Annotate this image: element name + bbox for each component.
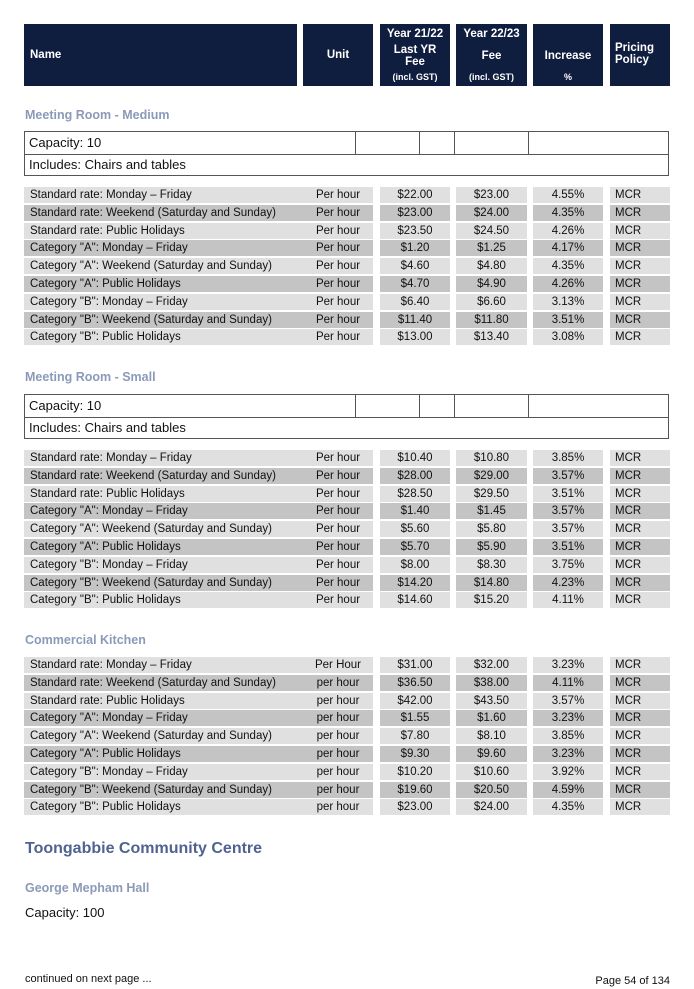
row-unit: Per hour [303, 187, 373, 203]
table-row [24, 329, 670, 345]
divider [454, 132, 455, 154]
row-increase: 3.23% [533, 746, 603, 762]
row-fee: $20.50 [456, 782, 527, 798]
hall-title: George Mepham Hall [25, 881, 150, 895]
row-pricing-policy: MCR [610, 223, 670, 239]
table-row [24, 799, 670, 815]
row-fee: $10.80 [456, 450, 527, 466]
table-row [24, 575, 670, 591]
row-increase: 3.51% [533, 539, 603, 555]
table-row [24, 782, 670, 798]
row-fee: $1.25 [456, 240, 527, 256]
row-unit: Per hour [303, 575, 373, 591]
row-pricing-policy: MCR [610, 503, 670, 519]
row-last-year-fee: $28.00 [380, 468, 450, 484]
table-row [24, 764, 670, 780]
row-pricing-policy: MCR [610, 294, 670, 310]
header-policy-line2: Policy [615, 54, 649, 66]
table-row [24, 187, 670, 203]
row-fee: $8.30 [456, 557, 527, 573]
row-last-year-fee: $1.40 [380, 503, 450, 519]
row-name: Category "B": Monday – Friday [24, 764, 303, 780]
row-name: Category "B": Public Holidays [24, 592, 303, 608]
row-name: Category "B": Public Holidays [24, 329, 303, 345]
row-unit: Per hour [303, 223, 373, 239]
row-fee: $1.45 [456, 503, 527, 519]
row-last-year-fee: $7.80 [380, 728, 450, 744]
row-pricing-policy: MCR [610, 187, 670, 203]
row-pricing-policy: MCR [610, 592, 670, 608]
row-name: Category "B": Public Holidays [24, 799, 303, 815]
row-last-year-fee: $5.60 [380, 521, 450, 537]
hall-capacity: Capacity: 100 [25, 905, 105, 920]
row-last-year-fee: $14.60 [380, 592, 450, 608]
header-fee-line2: Fee [481, 50, 502, 62]
row-pricing-policy: MCR [610, 693, 670, 709]
row-last-year-fee: $14.20 [380, 575, 450, 591]
row-pricing-policy: MCR [610, 450, 670, 466]
row-pricing-policy: MCR [610, 276, 670, 292]
divider [355, 132, 356, 154]
centre-title: Toongabbie Community Centre [25, 840, 263, 857]
row-increase: 4.11% [533, 675, 603, 691]
row-pricing-policy: MCR [610, 764, 670, 780]
includes-label: Includes: Chairs and tables [29, 157, 186, 172]
row-increase: 3.57% [533, 468, 603, 484]
table-row [24, 657, 670, 673]
row-name: Standard rate: Weekend (Saturday and Sunday) [24, 468, 303, 484]
row-fee: $29.00 [456, 468, 527, 484]
section-title: Meeting Room - Small [25, 370, 156, 384]
table-row [24, 468, 670, 484]
row-increase: 3.23% [533, 710, 603, 726]
table-row [24, 521, 670, 537]
row-name: Standard rate: Monday – Friday [24, 657, 303, 673]
row-pricing-policy: MCR [610, 312, 670, 328]
row-fee: $13.40 [456, 329, 527, 345]
section-title: Meeting Room - Medium [25, 108, 170, 122]
row-unit: Per hour [303, 503, 373, 519]
row-pricing-policy: MCR [610, 657, 670, 673]
row-name: Category "A": Monday – Friday [24, 240, 303, 256]
row-unit: per hour [303, 728, 373, 744]
row-last-year-fee: $28.50 [380, 486, 450, 502]
row-increase: 3.23% [533, 657, 603, 673]
divider [528, 395, 529, 417]
header-last-year-note: (incl. GST) [392, 72, 438, 82]
table-row [24, 240, 670, 256]
row-fee: $14.80 [456, 575, 527, 591]
header-fee-line1: Year 22/23 [463, 28, 520, 40]
row-increase: 3.13% [533, 294, 603, 310]
row-fee: $8.10 [456, 728, 527, 744]
table-row [24, 592, 670, 608]
row-increase: 4.55% [533, 187, 603, 203]
row-pricing-policy: MCR [610, 468, 670, 484]
row-fee: $29.50 [456, 486, 527, 502]
row-unit: Per hour [303, 539, 373, 555]
row-last-year-fee: $42.00 [380, 693, 450, 709]
row-increase: 4.35% [533, 205, 603, 221]
row-increase: 4.26% [533, 223, 603, 239]
row-fee: $4.80 [456, 258, 527, 274]
row-name: Standard rate: Public Holidays [24, 486, 303, 502]
divider [528, 132, 529, 154]
header-increase-line2: % [563, 72, 572, 82]
row-fee: $11.80 [456, 312, 527, 328]
row-name: Category "B": Weekend (Saturday and Sunday) [24, 312, 303, 328]
row-name: Category "A": Public Holidays [24, 276, 303, 292]
table-row [24, 557, 670, 573]
row-unit: per hour [303, 782, 373, 798]
table-row [24, 205, 670, 221]
divider [419, 132, 420, 154]
row-pricing-policy: MCR [610, 675, 670, 691]
row-unit: Per hour [303, 294, 373, 310]
row-last-year-fee: $4.60 [380, 258, 450, 274]
row-unit: per hour [303, 675, 373, 691]
row-fee: $24.00 [456, 205, 527, 221]
row-fee: $32.00 [456, 657, 527, 673]
row-last-year-fee: $8.00 [380, 557, 450, 573]
row-fee: $23.00 [456, 187, 527, 203]
row-pricing-policy: MCR [610, 746, 670, 762]
capacity-label: Capacity: 10 [29, 135, 102, 150]
row-unit: Per hour [303, 240, 373, 256]
header-name-cell [24, 24, 297, 86]
row-unit: Per hour [303, 592, 373, 608]
header-last-year-line2: Last YR [393, 44, 437, 56]
table-row [24, 539, 670, 555]
row-last-year-fee: $1.55 [380, 710, 450, 726]
row-increase: 3.75% [533, 557, 603, 573]
capacity-box [24, 394, 669, 439]
row-fee: $1.60 [456, 710, 527, 726]
section-title: Commercial Kitchen [25, 633, 146, 647]
row-pricing-policy: MCR [610, 329, 670, 345]
table-row [24, 693, 670, 709]
row-name: Standard rate: Public Holidays [24, 693, 303, 709]
row-fee: $5.90 [456, 539, 527, 555]
row-increase: 3.51% [533, 486, 603, 502]
row-pricing-policy: MCR [610, 557, 670, 573]
row-name: Standard rate: Monday – Friday [24, 450, 303, 466]
row-pricing-policy: MCR [610, 521, 670, 537]
row-increase: 3.51% [533, 312, 603, 328]
row-fee: $6.60 [456, 294, 527, 310]
row-pricing-policy: MCR [610, 205, 670, 221]
header-fee-cell [456, 24, 527, 86]
row-increase: 4.35% [533, 799, 603, 815]
row-fee: $4.90 [456, 276, 527, 292]
row-pricing-policy: MCR [610, 240, 670, 256]
row-increase: 3.85% [533, 450, 603, 466]
row-last-year-fee: $6.40 [380, 294, 450, 310]
divider [454, 395, 455, 417]
row-fee: $24.50 [456, 223, 527, 239]
row-pricing-policy: MCR [610, 258, 670, 274]
row-name: Category "B": Monday – Friday [24, 557, 303, 573]
includes-label: Includes: Chairs and tables [29, 420, 186, 435]
row-fee: $9.60 [456, 746, 527, 762]
row-last-year-fee: $23.00 [380, 799, 450, 815]
row-increase: 4.35% [533, 258, 603, 274]
row-increase: 3.85% [533, 728, 603, 744]
row-unit: per hour [303, 764, 373, 780]
capacity-box [24, 131, 669, 176]
row-increase: 3.57% [533, 693, 603, 709]
row-fee: $15.20 [456, 592, 527, 608]
row-fee: $10.60 [456, 764, 527, 780]
header-increase-line1: Increase [544, 50, 592, 62]
row-increase: 3.57% [533, 521, 603, 537]
row-last-year-fee: $23.00 [380, 205, 450, 221]
row-unit: per hour [303, 710, 373, 726]
row-name: Standard rate: Monday – Friday [24, 187, 303, 203]
table-row [24, 486, 670, 502]
row-unit: per hour [303, 799, 373, 815]
row-name: Category "B": Weekend (Saturday and Sunday) [24, 782, 303, 798]
row-unit: Per hour [303, 450, 373, 466]
row-name: Standard rate: Weekend (Saturday and Sunday) [24, 675, 303, 691]
row-increase: 3.57% [533, 503, 603, 519]
row-unit: Per hour [303, 205, 373, 221]
row-pricing-policy: MCR [610, 799, 670, 815]
row-increase: 4.17% [533, 240, 603, 256]
header-name: Name [30, 49, 62, 61]
header-last-year-line3: Fee [405, 56, 425, 68]
row-fee: $43.50 [456, 693, 527, 709]
row-pricing-policy: MCR [610, 782, 670, 798]
row-last-year-fee: $1.20 [380, 240, 450, 256]
row-unit: Per Hour [303, 657, 373, 673]
table-row [24, 312, 670, 328]
page-number: Page 54 of 134 [595, 975, 670, 987]
header-unit: Unit [326, 49, 350, 61]
table-row [24, 728, 670, 744]
continued-note: continued on next page ... [25, 973, 152, 985]
row-fee: $38.00 [456, 675, 527, 691]
row-pricing-policy: MCR [610, 539, 670, 555]
row-last-year-fee: $10.20 [380, 764, 450, 780]
row-last-year-fee: $31.00 [380, 657, 450, 673]
capacity-label: Capacity: 10 [29, 398, 102, 413]
table-row [24, 746, 670, 762]
row-unit: Per hour [303, 329, 373, 345]
row-unit: Per hour [303, 258, 373, 274]
row-increase: 4.26% [533, 276, 603, 292]
row-last-year-fee: $23.50 [380, 223, 450, 239]
row-name: Category "A": Weekend (Saturday and Sunday) [24, 521, 303, 537]
row-increase: 4.11% [533, 592, 603, 608]
row-unit: Per hour [303, 276, 373, 292]
table-row [24, 503, 670, 519]
row-name: Category "A": Weekend (Saturday and Sunday) [24, 728, 303, 744]
row-name: Standard rate: Weekend (Saturday and Sunday) [24, 205, 303, 221]
header-policy-cell [610, 24, 670, 86]
row-last-year-fee: $9.30 [380, 746, 450, 762]
table-row [24, 450, 670, 466]
row-last-year-fee: $19.60 [380, 782, 450, 798]
table-row [24, 294, 670, 310]
row-name: Category "A": Public Holidays [24, 746, 303, 762]
row-name: Category "A": Public Holidays [24, 539, 303, 555]
row-name: Category "A": Monday – Friday [24, 503, 303, 519]
row-unit: Per hour [303, 486, 373, 502]
row-pricing-policy: MCR [610, 710, 670, 726]
row-pricing-policy: MCR [610, 486, 670, 502]
row-increase: 3.08% [533, 329, 603, 345]
row-last-year-fee: $5.70 [380, 539, 450, 555]
row-name: Standard rate: Public Holidays [24, 223, 303, 239]
header-last-year-cell [380, 24, 450, 86]
table-row [24, 258, 670, 274]
row-pricing-policy: MCR [610, 575, 670, 591]
row-name: Category "B": Monday – Friday [24, 294, 303, 310]
row-fee: $24.00 [456, 799, 527, 815]
header-increase-cell [533, 24, 603, 86]
table-row [24, 223, 670, 239]
table-row [24, 710, 670, 726]
row-fee: $5.80 [456, 521, 527, 537]
row-last-year-fee: $36.50 [380, 675, 450, 691]
divider [355, 395, 356, 417]
header-last-year-line1: Year 21/22 [386, 28, 444, 40]
row-last-year-fee: $4.70 [380, 276, 450, 292]
row-pricing-policy: MCR [610, 728, 670, 744]
row-unit: Per hour [303, 468, 373, 484]
divider [419, 395, 420, 417]
header-fee-note: (incl. GST) [469, 72, 514, 82]
row-last-year-fee: $10.40 [380, 450, 450, 466]
row-last-year-fee: $13.00 [380, 329, 450, 345]
row-increase: 4.59% [533, 782, 603, 798]
row-unit: Per hour [303, 521, 373, 537]
row-increase: 3.92% [533, 764, 603, 780]
header-policy-line1: Pricing [615, 42, 654, 54]
row-unit: Per hour [303, 312, 373, 328]
row-name: Category "A": Weekend (Saturday and Sunday) [24, 258, 303, 274]
header-unit-cell [303, 24, 373, 86]
row-name: Category "A": Monday – Friday [24, 710, 303, 726]
row-increase: 4.23% [533, 575, 603, 591]
row-last-year-fee: $22.00 [380, 187, 450, 203]
table-row [24, 276, 670, 292]
row-unit: Per hour [303, 557, 373, 573]
row-unit: per hour [303, 693, 373, 709]
row-name: Category "B": Weekend (Saturday and Sunday) [24, 575, 303, 591]
row-unit: per hour [303, 746, 373, 762]
row-last-year-fee: $11.40 [380, 312, 450, 328]
table-row [24, 675, 670, 691]
